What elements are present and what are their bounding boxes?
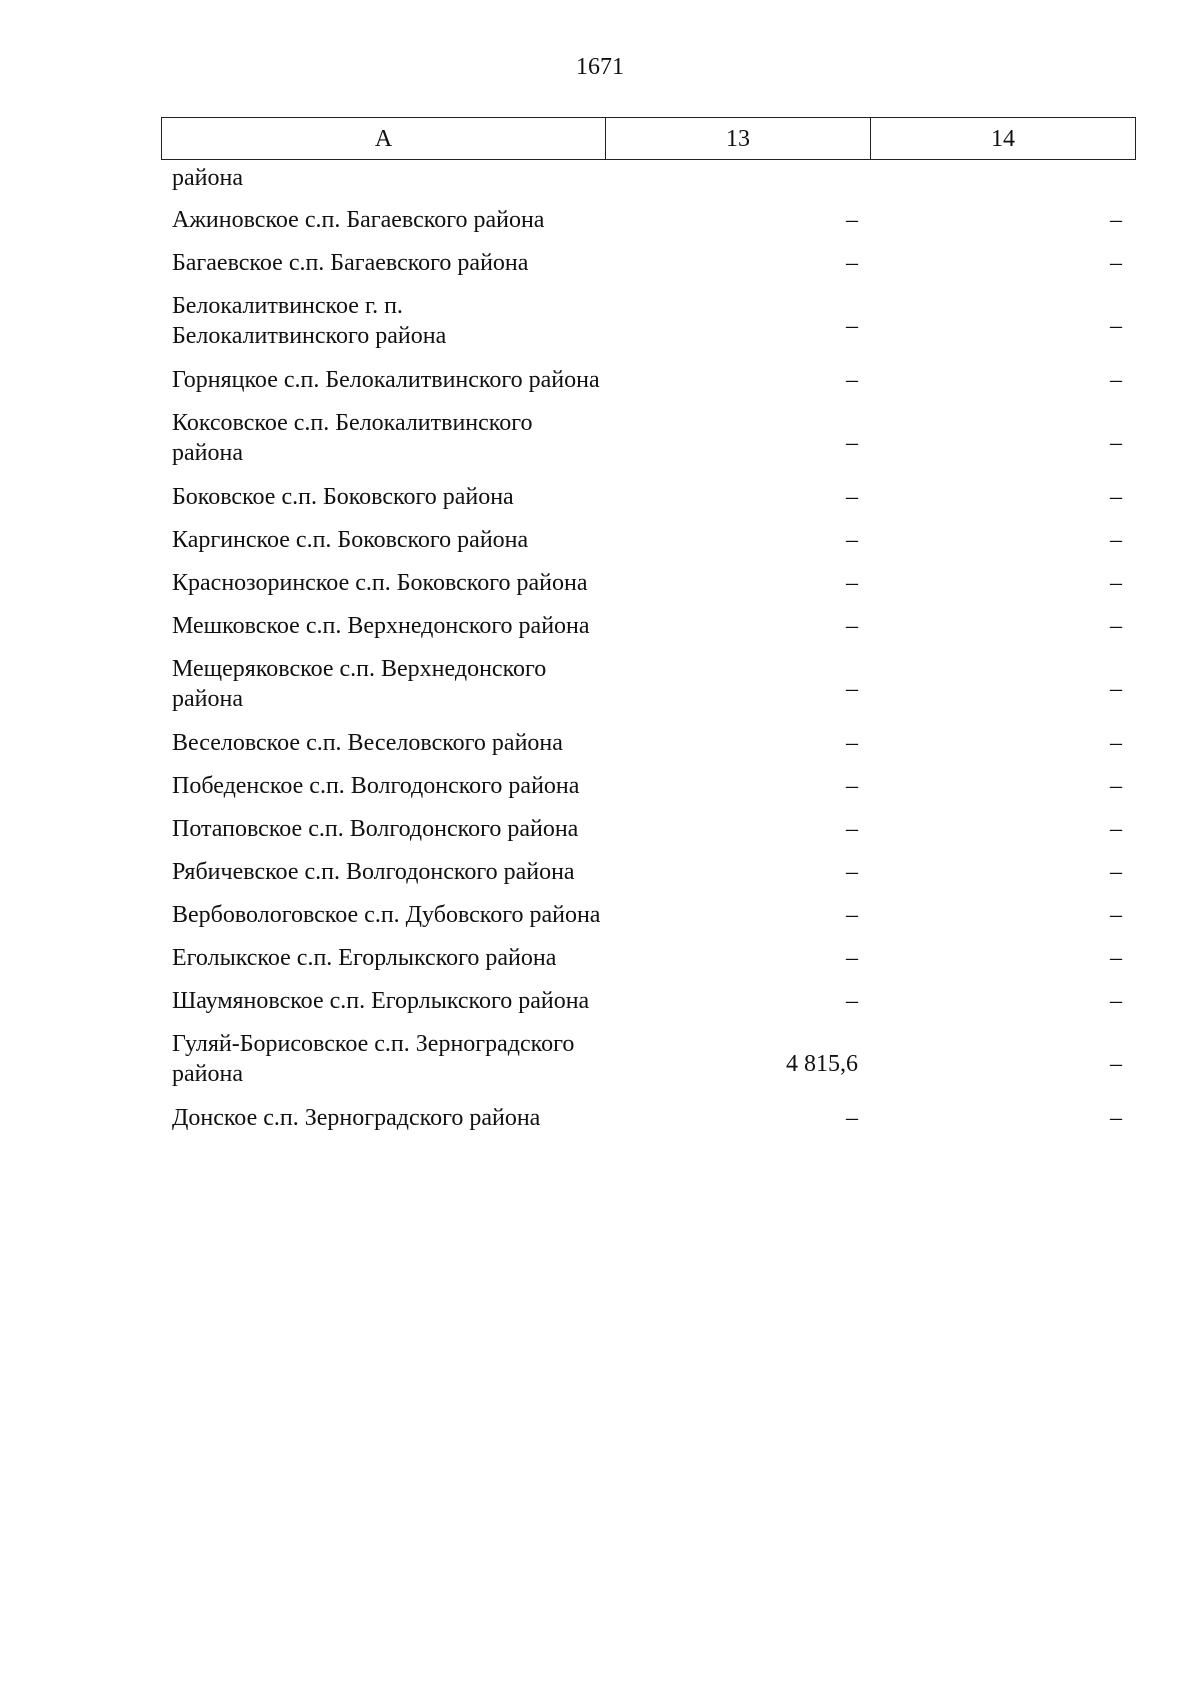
row-name: Ажиновское с.п. Багаевского района xyxy=(172,207,545,233)
row-name: Гуляй-Борисовское с.п. Зерноградского района xyxy=(172,1030,575,1087)
header-col-13: 13 xyxy=(606,118,871,160)
row-name: Вербовологовское с.п. Дубовского района xyxy=(172,901,601,928)
header-col-14: 14 xyxy=(871,118,1136,160)
row-name: Горняцкое с.п. Белокалитвинского района xyxy=(172,366,600,393)
row-value-13: – xyxy=(846,772,858,799)
row-name: Потаповское с.п. Волгодонского района xyxy=(172,815,579,842)
table-row xyxy=(161,482,1132,525)
table-row xyxy=(161,771,1132,814)
table-row xyxy=(161,525,1132,568)
table-row xyxy=(161,943,1132,986)
row-name: Боковское с.п. Боковского района xyxy=(172,483,514,510)
table-row xyxy=(161,291,1132,365)
page-number: 1671 xyxy=(576,54,624,80)
row-name: Мешковское с.п. Верхнедонского района xyxy=(172,612,590,639)
row-value-14: – xyxy=(1110,313,1122,339)
row-value-14: – xyxy=(1110,772,1122,799)
row-value-14: – xyxy=(1110,526,1122,553)
row-name: Донское с.п. Зерноградского района xyxy=(172,1104,541,1131)
row-value-13: – xyxy=(846,483,858,510)
row-name: Белокалитвинское г. п. Белокалитвинского района xyxy=(172,293,447,349)
row-name: Мещеряковское с.п. Верхнедонского района xyxy=(172,655,547,712)
row-value-14: – xyxy=(1110,675,1122,702)
row-value-14: – xyxy=(1110,1050,1122,1077)
row-value-13: – xyxy=(846,901,858,928)
row-value-14: – xyxy=(1110,429,1122,456)
row-value-14: – xyxy=(1110,901,1122,928)
row-value-14: – xyxy=(1110,612,1122,639)
row-value-13: – xyxy=(846,569,858,596)
row-value-13: – xyxy=(846,729,858,756)
row-value-14: – xyxy=(1110,483,1122,510)
row-value-13: – xyxy=(846,858,858,885)
table-row xyxy=(161,408,1132,482)
row-value-14: – xyxy=(1110,944,1122,971)
table-row xyxy=(161,857,1132,900)
row-value-14: – xyxy=(1110,569,1122,596)
table-row xyxy=(161,365,1132,408)
row-name: Коксовское с.п. Белокалитвинского района xyxy=(172,409,533,466)
table-row xyxy=(161,900,1132,943)
carry-over-text: района xyxy=(172,165,243,191)
row-value-14: – xyxy=(1110,207,1122,233)
row-value-13: – xyxy=(846,675,858,702)
table-row xyxy=(161,248,1132,291)
table-header xyxy=(161,117,1136,160)
row-value-13: – xyxy=(846,366,858,393)
table-row xyxy=(161,1103,1132,1146)
row-name: Каргинское с.п. Боковского района xyxy=(172,526,529,553)
header-col-a: А xyxy=(162,118,606,160)
row-value-13: – xyxy=(846,429,858,456)
row-name: Краснозоринское с.п. Боковского района xyxy=(172,569,588,596)
row-value-13: – xyxy=(846,987,858,1014)
row-value-13: – xyxy=(846,1104,858,1131)
row-value-14: – xyxy=(1110,987,1122,1014)
row-value-14: – xyxy=(1110,366,1122,393)
row-value-13: – xyxy=(846,207,858,233)
table-row xyxy=(161,568,1132,611)
table-row xyxy=(161,1029,1132,1103)
row-value-14: – xyxy=(1110,815,1122,842)
row-name: Веселовское с.п. Веселовского района xyxy=(172,729,563,756)
row-value-13: – xyxy=(846,944,858,971)
row-value-14: – xyxy=(1110,250,1122,276)
row-name: Победенское с.п. Волгодонского района xyxy=(172,772,580,799)
row-name: Рябичевское с.п. Волгодонского района xyxy=(172,858,575,885)
row-value-13: – xyxy=(846,250,858,276)
row-value-13: – xyxy=(846,526,858,553)
row-name: Багаевское с.п. Багаевского района xyxy=(172,250,529,276)
row-name: Еголыкское с.п. Егорлыкского района xyxy=(172,944,557,971)
table-row xyxy=(161,654,1132,728)
row-value-13: – xyxy=(846,612,858,639)
table-body xyxy=(161,205,1132,1146)
table-row xyxy=(161,611,1132,654)
row-value-14: – xyxy=(1110,729,1122,756)
row-name: Шаумяновское с.п. Егорлыкского района xyxy=(172,987,590,1014)
table-row xyxy=(161,205,1132,248)
table-row xyxy=(161,814,1132,857)
row-value-13: 4 815,6 xyxy=(786,1050,858,1077)
table-row xyxy=(161,728,1132,771)
table-row xyxy=(161,986,1132,1029)
row-value-14: – xyxy=(1110,858,1122,885)
row-value-13: – xyxy=(846,313,858,339)
row-value-13: – xyxy=(846,815,858,842)
row-value-14: – xyxy=(1110,1104,1122,1131)
